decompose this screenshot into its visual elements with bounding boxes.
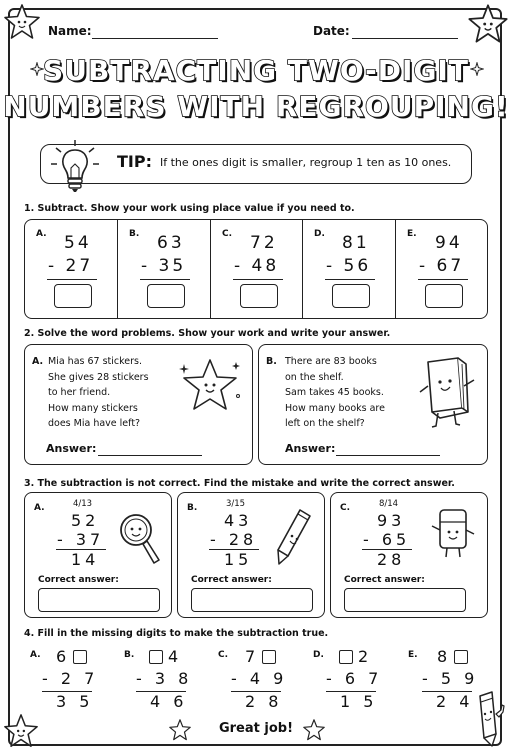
tip-text: If the ones digit is smaller, regroup 1 ten as 10 ones. — [160, 156, 452, 169]
answer-line — [418, 279, 468, 280]
book-stack-icon — [414, 354, 478, 430]
correct-answer-label: Correct answer: — [344, 575, 425, 585]
problem-letter: A. — [30, 650, 41, 660]
star-icon — [466, 2, 510, 46]
star-icon — [2, 2, 42, 42]
difference: 2 8 — [245, 692, 283, 711]
correct-answer-box[interactable] — [344, 588, 466, 612]
answer-line[interactable] — [336, 455, 440, 456]
minuend: 63 — [157, 233, 185, 253]
regroup-note: 3/15 — [226, 499, 246, 509]
minuend: 72 — [250, 233, 278, 253]
date-field[interactable] — [352, 38, 458, 39]
correct-answer-box[interactable] — [38, 588, 160, 612]
problem-letter: B. — [129, 229, 140, 239]
subtrahend: - 4 9 — [231, 669, 288, 688]
minuend: 93 — [377, 511, 406, 530]
problem-letter: D. — [314, 229, 325, 239]
subtrahend: - 67 — [419, 256, 465, 276]
minuend: 43 — [224, 511, 253, 530]
name-field[interactable] — [92, 38, 218, 39]
difference: 4 6 — [150, 692, 188, 711]
known-digit: 6 — [56, 647, 71, 666]
star-character-icon — [176, 356, 244, 416]
problem-letter: A. — [34, 503, 45, 513]
subtrahend: - 48 — [234, 256, 280, 276]
subtrahend: - 3 8 — [136, 669, 193, 688]
problem-letter: A. — [32, 356, 44, 367]
question-1-heading: 1. Subtract. Show your work using place value if you need to. — [24, 203, 355, 214]
difference: 2 4 — [436, 692, 474, 711]
lightbulb-icon — [50, 138, 100, 194]
missing-digit-box[interactable] — [73, 650, 87, 664]
pencil-icon — [272, 506, 316, 568]
answer-box[interactable] — [240, 284, 278, 308]
footer-message: Great job! — [218, 721, 294, 736]
missing-digit-box[interactable] — [262, 650, 276, 664]
answer-box[interactable] — [147, 284, 185, 308]
minuend: 81 — [342, 233, 370, 253]
known-digit: 4 — [168, 647, 183, 666]
wrong-result: 28 — [377, 550, 406, 569]
problem-letter: B. — [187, 503, 198, 513]
eraser-icon — [428, 506, 478, 562]
minuend: 54 — [64, 233, 92, 253]
answer-label: Answer: — [285, 442, 336, 455]
problem-letter: D. — [313, 650, 324, 660]
answer-box[interactable] — [332, 284, 370, 308]
subtrahend: - 5 9 — [422, 669, 479, 688]
word-problem-a-text: Mia has 67 stickers. She gives 28 stickers to her friend. How many stickers does Mia have left? — [48, 356, 149, 429]
regroup-note: 8/14 — [379, 499, 399, 509]
problem-letter: A. — [36, 229, 47, 239]
problem-letter: C. — [222, 229, 233, 239]
correct-answer-label: Correct answer: — [191, 575, 272, 585]
known-digit: 7 — [245, 647, 260, 666]
divider — [395, 219, 396, 319]
tip-label: TIP: — [117, 152, 152, 171]
answer-line — [233, 279, 283, 280]
subtrahend: - 37 — [57, 530, 105, 549]
missing-digit-box[interactable] — [149, 650, 163, 664]
subtrahend: - 35 — [141, 256, 187, 276]
correct-answer-label: Correct answer: — [38, 575, 119, 585]
wrong-result: 14 — [71, 550, 100, 569]
minuend: 94 — [435, 233, 463, 253]
missing-digit-box[interactable] — [454, 650, 468, 664]
known-digit: 8 — [437, 647, 452, 666]
known-digit: 2 — [358, 647, 373, 666]
problem-letter: C. — [218, 650, 229, 660]
answer-label: Answer: — [46, 442, 97, 455]
page-title-line-1: SUBTRACTING TWO-DIGIT — [43, 54, 469, 87]
difference: 1 5 — [340, 692, 378, 711]
magnifying-glass-icon — [116, 510, 164, 566]
problem-letter: B. — [266, 356, 277, 367]
answer-line — [140, 279, 190, 280]
wrong-result: 15 — [224, 550, 253, 569]
question-3-heading: 3. The subtraction is not correct. Find the mistake and write the correct answer. — [24, 478, 455, 489]
word-problem-b-text: There are 83 books on the shelf. Sam takes 45 books. How many books are left on the shelf? — [285, 356, 385, 429]
divider — [210, 219, 211, 319]
missing-digit-box[interactable] — [339, 650, 353, 664]
subtrahend: - 27 — [48, 256, 94, 276]
answer-box[interactable] — [54, 284, 92, 308]
subtrahend: - 2 7 — [42, 669, 99, 688]
question-2-heading: 2. Solve the word problems. Show your work and write your answer. — [24, 328, 391, 339]
correct-answer-box[interactable] — [191, 588, 313, 612]
subtrahend: - 56 — [326, 256, 372, 276]
question-4-heading: 4. Fill in the missing digits to make the subtraction true. — [24, 628, 329, 639]
divider — [117, 219, 118, 319]
subtrahend: - 65 — [363, 530, 411, 549]
pencil-thumbs-up-icon — [470, 690, 506, 750]
subtrahend: - 28 — [210, 530, 258, 549]
page-title-line-2: NUMBERS WITH REGROUPING! — [3, 90, 509, 123]
name-label: Name: — [48, 24, 92, 38]
problem-letter: E. — [408, 650, 418, 660]
problem-letter: E. — [407, 229, 417, 239]
difference: 3 5 — [56, 692, 94, 711]
answer-line — [47, 279, 97, 280]
regroup-note: 4/13 — [73, 499, 93, 509]
answer-line — [325, 279, 375, 280]
date-label: Date: — [313, 24, 350, 38]
answer-box[interactable] — [425, 284, 463, 308]
problem-letter: B. — [124, 650, 135, 660]
problem-letter: C. — [340, 503, 351, 513]
divider — [302, 219, 303, 319]
answer-line[interactable] — [98, 455, 202, 456]
subtrahend: - 6 7 — [326, 669, 383, 688]
minuend: 52 — [71, 511, 100, 530]
